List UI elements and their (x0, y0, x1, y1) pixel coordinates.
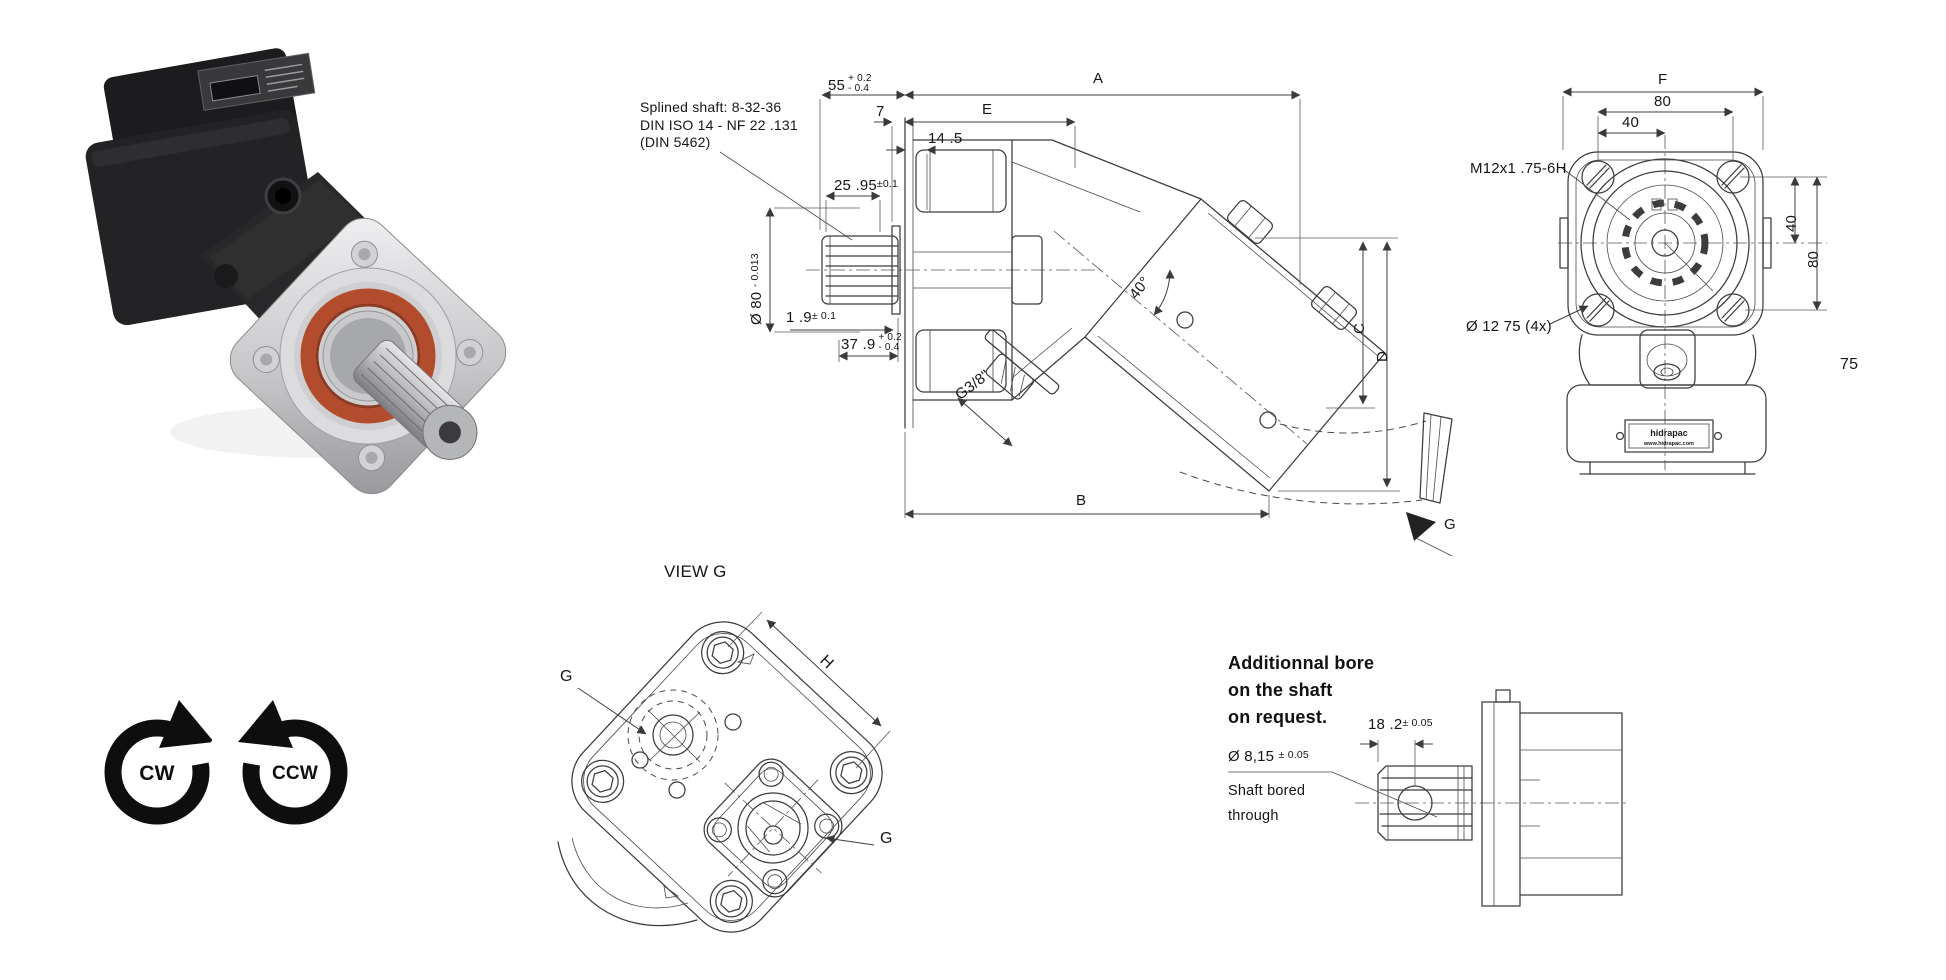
cw-label: CW (139, 762, 175, 785)
dim-f-label: F (1658, 71, 1668, 88)
spline-shaft-note (640, 99, 798, 152)
logo-text: hidrapac (1650, 428, 1688, 438)
view-g-drawing (555, 605, 909, 958)
view-g-arrow-label: G (1444, 516, 1456, 533)
spline-note-line2: DIN ISO 14 - NF 22 .131 (640, 116, 798, 133)
shaft-bored-caption (1228, 779, 1305, 829)
view-g-right-label: G (880, 830, 893, 847)
dim-37-9-label: 37 .9 + 0.2 - 0.4 (841, 332, 902, 353)
view-g-left-label: G (560, 668, 573, 685)
bore-note-title-line2: on the shaft (1228, 680, 1333, 700)
dim-40-top-label: 40 (1622, 114, 1640, 131)
hidden-shaft-bore (628, 690, 718, 780)
dim-14-5-label: 14 .5 (928, 130, 963, 147)
outlet-port (680, 735, 867, 922)
dim-e-label: E (982, 101, 993, 118)
shaft-bored-caption-line1: Shaft bored (1228, 783, 1306, 799)
dim-1-9-label: 1 $.9^{\pm 0.1}$ (786, 309, 837, 326)
angle-40-label: 40° (1126, 273, 1154, 303)
dim-c-label: C (1351, 322, 1368, 334)
dim-h-label: H (816, 652, 837, 673)
dim-18-2-label: 18 $.2^{\pm 0.05}$ (1368, 716, 1433, 733)
logo-url-text: www.hidrapac.com (1644, 441, 1694, 447)
view-g-title: VIEW G (664, 562, 727, 581)
port-g38-label: G3/8" (952, 366, 994, 404)
page-number: 75 (1840, 356, 1859, 373)
bore-note-title-line1: Additionnal bore (1228, 653, 1375, 673)
dim-a-label: A (1093, 70, 1104, 87)
holes-dia-label: Ø 12 75 (4x) (1466, 318, 1552, 335)
bore-note-title-line3: on request. (1228, 707, 1328, 727)
ccw-label: CCW (272, 763, 318, 784)
dim-55-label: 55 + 0.2 - 0.4 (828, 73, 872, 94)
dim-7-label: 7 (876, 103, 885, 120)
thread-m12-label: M12x1 .75-6H (1470, 160, 1567, 177)
dim-dia80-label: Ø 80 $^{- 0.013}$ (748, 253, 765, 325)
dim-25-95-label: 25 $.95^{\pm 0.1}$ (834, 177, 899, 194)
dim-d-label: D (1374, 350, 1391, 362)
spline-note-line1: Splined shaft: 8-32-36 (640, 99, 782, 115)
pump-photo (73, 47, 517, 505)
dim-80-right-label: 80 (1805, 250, 1822, 268)
view-direction-arrow (1406, 512, 1436, 541)
shaft-bored-caption-line2: through (1228, 808, 1279, 824)
bore-note-title (1228, 650, 1374, 731)
spline-note-line3: (DIN 5462) (640, 134, 711, 150)
dim-40-right-label: 40 (1783, 214, 1800, 232)
dim-bore-dia-label: Ø 8,15 $^{\pm 0.05}$ (1228, 748, 1309, 765)
dim-80-top-label: 80 (1654, 93, 1672, 110)
rear-view-drawing (1550, 92, 1827, 474)
dim-b-label: B (1076, 492, 1087, 509)
ccw-rotation-icon (202, 690, 339, 816)
